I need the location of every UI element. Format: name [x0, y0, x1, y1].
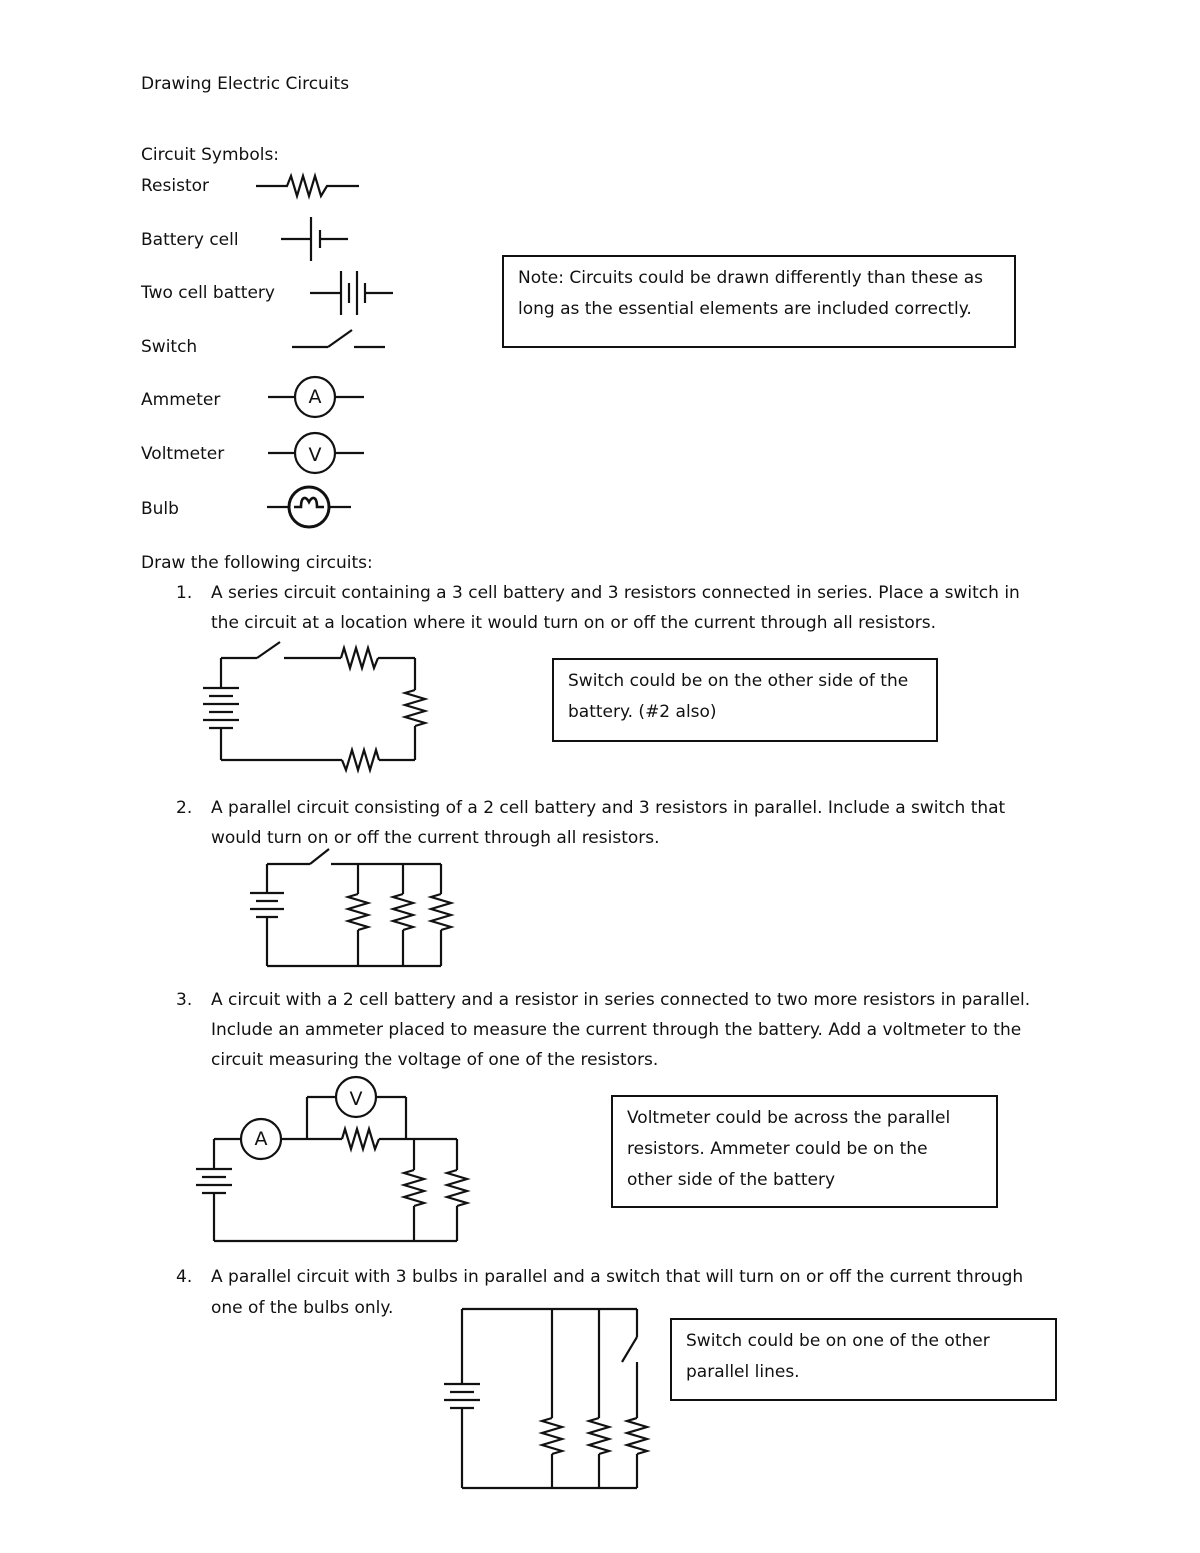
question-4-line-2: one of the bulbs only. — [211, 1298, 394, 1318]
circuit-4-diagram — [444, 1309, 647, 1488]
circuit-1-diagram — [203, 642, 425, 770]
resistor-icon — [256, 176, 359, 196]
question-1-number: 1. — [176, 583, 193, 603]
note-line-2: long as the essential elements are included correctly. — [518, 299, 972, 319]
question-1-comment-line-2: battery. (#2 also) — [568, 702, 717, 722]
question-2-line-1: A parallel circuit consisting of a 2 cell battery and 3 resistors in parallel. Include a switch that — [211, 798, 1006, 818]
symbol-label-voltmeter: Voltmeter — [141, 444, 225, 464]
symbol-label-switch: Switch — [141, 337, 198, 357]
voltmeter-icon — [268, 433, 364, 473]
question-3-comment-line-2: resistors. Ammeter could be on the — [627, 1139, 928, 1159]
question-3-line-2: Include an ammeter placed to measure the current through the battery. Add a voltmeter to the — [211, 1020, 1022, 1040]
symbol-label-two-cell-battery: Two cell battery — [141, 283, 275, 303]
question-1-comment-line-1: Switch could be on the other side of the — [568, 671, 909, 691]
instructions: Draw the following circuits: — [141, 553, 373, 573]
symbol-label-battery-cell: Battery cell — [141, 230, 239, 250]
question-2-number: 2. — [176, 798, 193, 818]
switch-icon — [292, 330, 385, 347]
ammeter-icon-glyph: A — [308, 386, 322, 408]
question-3-line-1: A circuit with a 2 cell battery and a resistor in series connected to two more resistors in parallel. — [211, 990, 1031, 1010]
circuit-3-ammeter-glyph: A — [254, 1128, 268, 1150]
symbol-label-resistor: Resistor — [141, 176, 209, 196]
note-line-1: Note: Circuits could be drawn differently than these as — [518, 268, 984, 288]
two-cell-battery-icon — [310, 271, 393, 315]
question-3-number: 3. — [176, 990, 193, 1010]
question-4-comment-line-2: parallel lines. — [686, 1362, 800, 1382]
bulb-icon — [267, 487, 351, 527]
battery-cell-icon — [281, 217, 348, 261]
ammeter-icon — [268, 377, 364, 417]
voltmeter-icon-glyph: V — [308, 444, 322, 466]
circuit-2-diagram — [250, 849, 451, 966]
question-3-line-3: circuit measuring the voltage of one of the resistors. — [211, 1050, 659, 1070]
symbol-label-bulb: Bulb — [141, 499, 179, 519]
circuit-3-voltmeter-glyph: V — [349, 1088, 363, 1110]
circuit-3-diagram — [196, 1077, 467, 1241]
question-3-comment-line-3: other side of the battery — [627, 1170, 836, 1190]
question-4-line-1: A parallel circuit with 3 bulbs in parallel and a switch that will turn on or off the current through — [211, 1267, 1024, 1287]
page-title: Drawing Electric Circuits — [141, 74, 350, 94]
question-4-comment-line-1: Switch could be on one of the other — [686, 1331, 990, 1351]
question-3-comment-line-1: Voltmeter could be across the parallel — [627, 1108, 951, 1128]
symbol-label-ammeter: Ammeter — [141, 390, 221, 410]
question-1-line-2: the circuit at a location where it would turn on or off the current through all resistors. — [211, 613, 936, 633]
question-2-line-2: would turn on or off the current through all resistors. — [211, 828, 660, 848]
question-1-line-1: A series circuit containing a 3 cell battery and 3 resistors connected in series. Place a switch in — [211, 583, 1020, 603]
question-4-number: 4. — [176, 1267, 193, 1287]
symbols-heading: Circuit Symbols: — [141, 145, 280, 165]
